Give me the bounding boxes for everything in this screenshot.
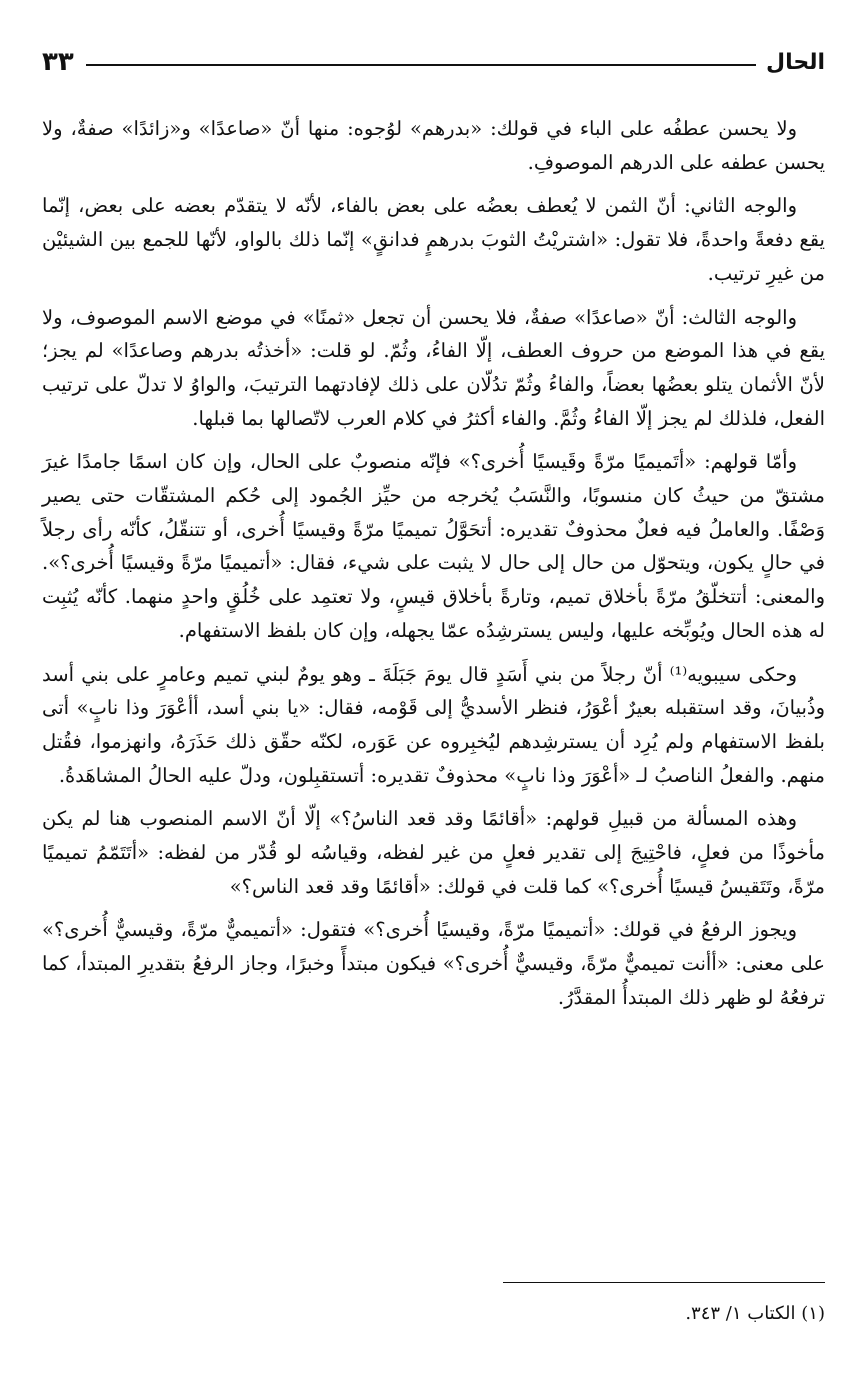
body-text [42,112,825,1025]
running-header [42,42,825,82]
footnote-rule [503,1282,825,1283]
paragraph-2: والوجه الثاني: أنّ الثمن لا يُعطف بعضُه على بعض بالفاء، لأنّه لا يتقدّم بعضه على بعض، إنّما يقع دفعةً واحدةً، فلا تقول: «اشتريْتُ الثوبَ بدرهمٍ فدانقٍ» إنّما ذلك بالواو، لأنّها للجمع بين الشيئيْن من غيرِ ترتيب. [42,194,825,285]
paragraph-1: ولا يحسن عطفُه على الباء في قولك: «بدرهم» لوُجوه: منها أنّ «صاعدًا» و«زائدًا» صفةٌ، ولا يحسن عطفه على الدرهم الموصوفِ. [42,117,825,174]
header-rule [86,64,756,66]
page-number: ٣٣ [42,47,74,77]
paragraph-6: وهذه المسألة من قبيلِ قولهم: «أقائمًا وقد قعد الناسُ؟» إلّا أنّ الاسم المنصوب هنا لم يكن مأخوذًا من فعلٍ، فاحْتِيجَ إلى تقدير فعلٍ من غير لفظه، وقياسُه لو قُدّر من لفظه: «أتَتَمّمُ تميميًا مرّةً، وتَتَقيسُ قيسيًا أُخرى؟» كما قلت في قولك: «أقائمًا وقد قعد الناس؟» [42,807,825,898]
paragraph-4: وأمّا قولهم: «أتَميميًا مرّةً وقَيسيًا أُخرى؟» فإنّه منصوبٌ على الحال، وإن كان اسمًا جامدًا غيرَ مشتقّ من حيثُ كان منسوبًا، والنَّسَبُ يُخرجه من حيِّز الجُمود إلى حُكم المشتقّات حتى يصير وَصْفًا. والعاملُ فيه فعلٌ محذوفٌ تقديره: أتحَوَّلُ تميميًا مرّةً وقيسيًا أُخرى، أو تتنقّلُ، كأنّه رأى رجلاً في حالٍ يكون، ويتحوّل من حال إلى حال لا يثبت على شيء، فقال: «أتميميًا مرّةً وقيسيًا أُخرى؟». والمعنى: أتتخلّقُ مرّةً بأخلاق تميم، وتارةً بأخلاق قيسٍ، ولا تعتمِد على خُلُقٍ واحدٍ منهما. كأنّه يُثبِت له هذه الحال ويُوبِّخه عليها، وليس يسترشِدُه عمّا يجهله، وإن كان بلفظ الاستفهام. [42,450,825,642]
paragraph-7: ويجوز الرفعُ في قولك: «أتميميًا مرّةً، وقيسيًا أُخرى؟» فتقول: «أتميميٌّ مرّةً، وقيسيٌّ أُخرى؟» على معنى: «أأنت تميميٌّ مرّةً، وقيسيٌّ أُخرى؟» فيكون مبتدأً وخبرًا، وجاز الرفعُ بتقديرِ المبتدأ، كما ترفعُهُ لو ظهر ذلك المبتدأُ المقدَّرُ. [42,918,825,1009]
running-title: الحال [765,49,825,75]
footnote: (١) الكتاب ١/ ٣٤٣. [685,1303,825,1324]
paragraph-5: وحكى سيبويه⁽¹⁾ أنّ رجلاً من بني أَسَدٍ قال يومَ جَبَلَةَ ـ وهو يومٌ لبني تميم وعامرٍ على بني أسد وذُبيانَ، وقد استقبله بعيرٌ أعْوَرُ، فنظر الأسديُّ إلى قَوْمه، فقال: «يا بني أسد، أأعْوَرَ وذا نابٍ» أتى بلفظ الاستفهام ولم يُرِد أن يسترشِدهم ليُخبِروه عن عَوَره، لكنّه حقّق ذلك حَذَرَهُ، وانهزموا، فقُتل منهم. والفعلُ الناصبُ لـ «أعْوَرَ وذا نابٍ» محذوفٌ تقديره: أتستقبِلون، ودلّ عليه الحالُ المشاهَدةُ. [42,662,825,787]
paragraph-3: والوجه الثالث: أنّ «صاعدًا» صفةٌ، فلا يحسن أن تجعل «ثمنًا» في موضع الاسم الموصوف، ولا يقع في هذا الموضع من حروف العطف، إلّا الفاءُ، وثُمّ. لو قلت: «أخذتُه بدرهم وصاعدًا» لم يجز؛ لأنّ الأثمان يتلو بعضُها بعضاً، والفاءُ وثُمّ تدُلّان على ذلك لإفادتهما الترتيبَ، والواوُ لا تدلّ على ترتيب الفعل، فلذلك لم يجز إلّا الفاءُ وثُمَّ. والفاء أكثرُ في كلام العرب لاتّصالها بما قبلها. [42,305,825,430]
